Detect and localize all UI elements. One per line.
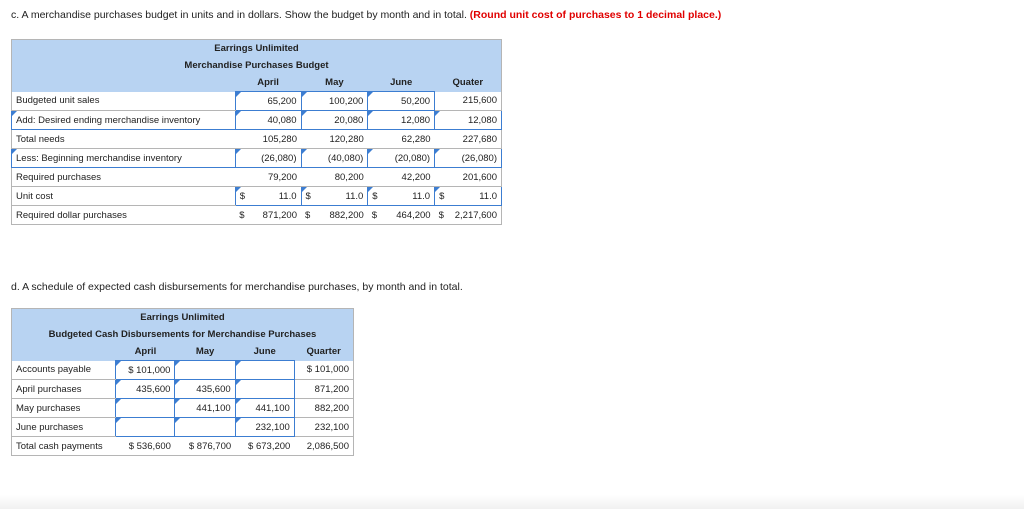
header-blank [12, 74, 236, 92]
input-cell[interactable]: (26,080) [235, 149, 301, 168]
input-cell[interactable]: 50,200 [368, 92, 435, 111]
currency-symbol: $ [371, 209, 378, 221]
input-cell[interactable]: (40,080) [301, 149, 368, 168]
input-cell[interactable]: 232,100 [235, 418, 294, 437]
value-cell: $ 101,000 [294, 361, 353, 380]
cell-value: 464,200 [396, 209, 431, 221]
row-label: June purchases [12, 418, 116, 437]
row-label: Total needs [12, 130, 236, 149]
cell-value: 11.0 [278, 190, 297, 202]
cell-value: 11.0 [479, 190, 497, 202]
value-cell [235, 206, 301, 225]
input-cell[interactable] [235, 187, 301, 206]
table-row [12, 380, 354, 399]
company-name: Earrings Unlimited [12, 40, 502, 58]
table-row [12, 206, 502, 225]
input-cell[interactable]: 20,080 [301, 111, 368, 130]
row-label: Required dollar purchases [12, 206, 236, 225]
question-c-note: (Round unit cost of purchases to 1 decimal place.) [469, 9, 722, 21]
col-header-quarter: Quater [435, 74, 502, 92]
table-row [12, 168, 502, 187]
input-cell[interactable] [235, 361, 294, 380]
value-cell: $ 536,600 [116, 437, 175, 456]
input-cell[interactable]: $ 101,000 [116, 361, 175, 380]
cash-disbursements-table [11, 308, 354, 456]
header-blank [12, 343, 116, 361]
table-row [12, 111, 502, 130]
input-cell[interactable]: 441,100 [235, 399, 294, 418]
value-cell: 120,280 [301, 130, 368, 149]
row-label: April purchases [12, 380, 116, 399]
currency-symbol: $ [239, 209, 245, 221]
input-cell[interactable] [301, 187, 368, 206]
cell-value: 871,200 [262, 209, 297, 221]
currency-symbol: $ [239, 190, 245, 202]
value-cell: 2,086,500 [294, 437, 353, 456]
question-c-text: c. A merchandise purchases budget in units and in dollars. Show the budget by month and in total. [11, 9, 467, 21]
input-cell[interactable] [368, 187, 435, 206]
value-cell [368, 206, 435, 225]
question-c [11, 9, 721, 21]
value-cell: 232,100 [294, 418, 353, 437]
question-d: d. A schedule of expected cash disbursements for merchandise purchases, by month and in total. [11, 281, 463, 293]
col-header-april: April [235, 74, 301, 92]
schedule-title: Budgeted Cash Disbursements for Merchandise Purchases [12, 326, 354, 343]
value-cell: 215,600 [435, 92, 502, 111]
budget-title: Merchandise Purchases Budget [12, 57, 502, 74]
row-label: Budgeted unit sales [12, 92, 236, 111]
value-cell: 80,200 [301, 168, 368, 187]
table-row [12, 399, 354, 418]
input-cell[interactable] [235, 380, 294, 399]
page-bottom-divider [0, 495, 1024, 509]
currency-symbol: $ [439, 190, 445, 202]
currency-symbol: $ [372, 190, 378, 202]
input-cell[interactable]: (26,080) [435, 149, 502, 168]
currency-symbol: $ [305, 190, 311, 202]
input-cell[interactable] [175, 361, 235, 380]
col-header-april: April [116, 343, 175, 361]
input-cell[interactable]: 100,200 [301, 92, 368, 111]
value-cell: 79,200 [235, 168, 301, 187]
cell-value: 2,217,600 [454, 209, 497, 221]
input-cell[interactable] [435, 187, 502, 206]
row-label: Total cash payments [12, 437, 116, 456]
value-cell [301, 206, 368, 225]
input-cell[interactable]: 435,600 [175, 380, 235, 399]
row-label: Accounts payable [12, 361, 116, 380]
table-row [12, 361, 354, 380]
input-cell[interactable]: 65,200 [235, 92, 301, 111]
table-row [12, 92, 502, 111]
cell-value: 882,200 [329, 209, 364, 221]
value-cell: $ 876,700 [175, 437, 235, 456]
currency-symbol: $ [305, 209, 311, 221]
row-label: May purchases [12, 399, 116, 418]
value-cell: 105,280 [235, 130, 301, 149]
value-cell: 201,600 [435, 168, 502, 187]
col-header-june: June [235, 343, 294, 361]
value-cell: $ 673,200 [235, 437, 294, 456]
table-row [12, 418, 354, 437]
row-label-input[interactable]: Add: Desired ending merchandise inventory [12, 111, 236, 130]
value-cell: 882,200 [294, 399, 353, 418]
row-label: Required purchases [12, 168, 236, 187]
input-cell[interactable] [175, 418, 235, 437]
input-cell[interactable]: 12,080 [368, 111, 435, 130]
value-cell [435, 206, 502, 225]
company-name-d: Earrings Unlimited [12, 309, 354, 327]
input-cell[interactable]: 435,600 [116, 380, 175, 399]
row-label-input[interactable]: Less: Beginning merchandise inventory [12, 149, 236, 168]
value-cell: 42,200 [368, 168, 435, 187]
input-cell[interactable]: 441,100 [175, 399, 235, 418]
input-cell[interactable]: 12,080 [435, 111, 502, 130]
value-cell: 227,680 [435, 130, 502, 149]
table-row [12, 149, 502, 168]
cell-value: 11.0 [345, 190, 364, 202]
col-header-june: June [368, 74, 435, 92]
input-cell[interactable] [116, 418, 175, 437]
table-row [12, 437, 354, 456]
value-cell: 871,200 [294, 380, 353, 399]
col-header-may: May [301, 74, 368, 92]
input-cell[interactable]: (20,080) [368, 149, 435, 168]
currency-symbol: $ [438, 209, 444, 221]
cell-value: 11.0 [412, 190, 431, 202]
merchandise-purchases-budget-table [11, 39, 502, 225]
input-cell[interactable] [116, 399, 175, 418]
col-header-may: May [175, 343, 235, 361]
table-row [12, 187, 502, 206]
value-cell: 62,280 [368, 130, 435, 149]
input-cell[interactable]: 40,080 [235, 111, 301, 130]
row-label: Unit cost [12, 187, 236, 206]
col-header-quarter: Quarter [294, 343, 353, 361]
table-row [12, 130, 502, 149]
